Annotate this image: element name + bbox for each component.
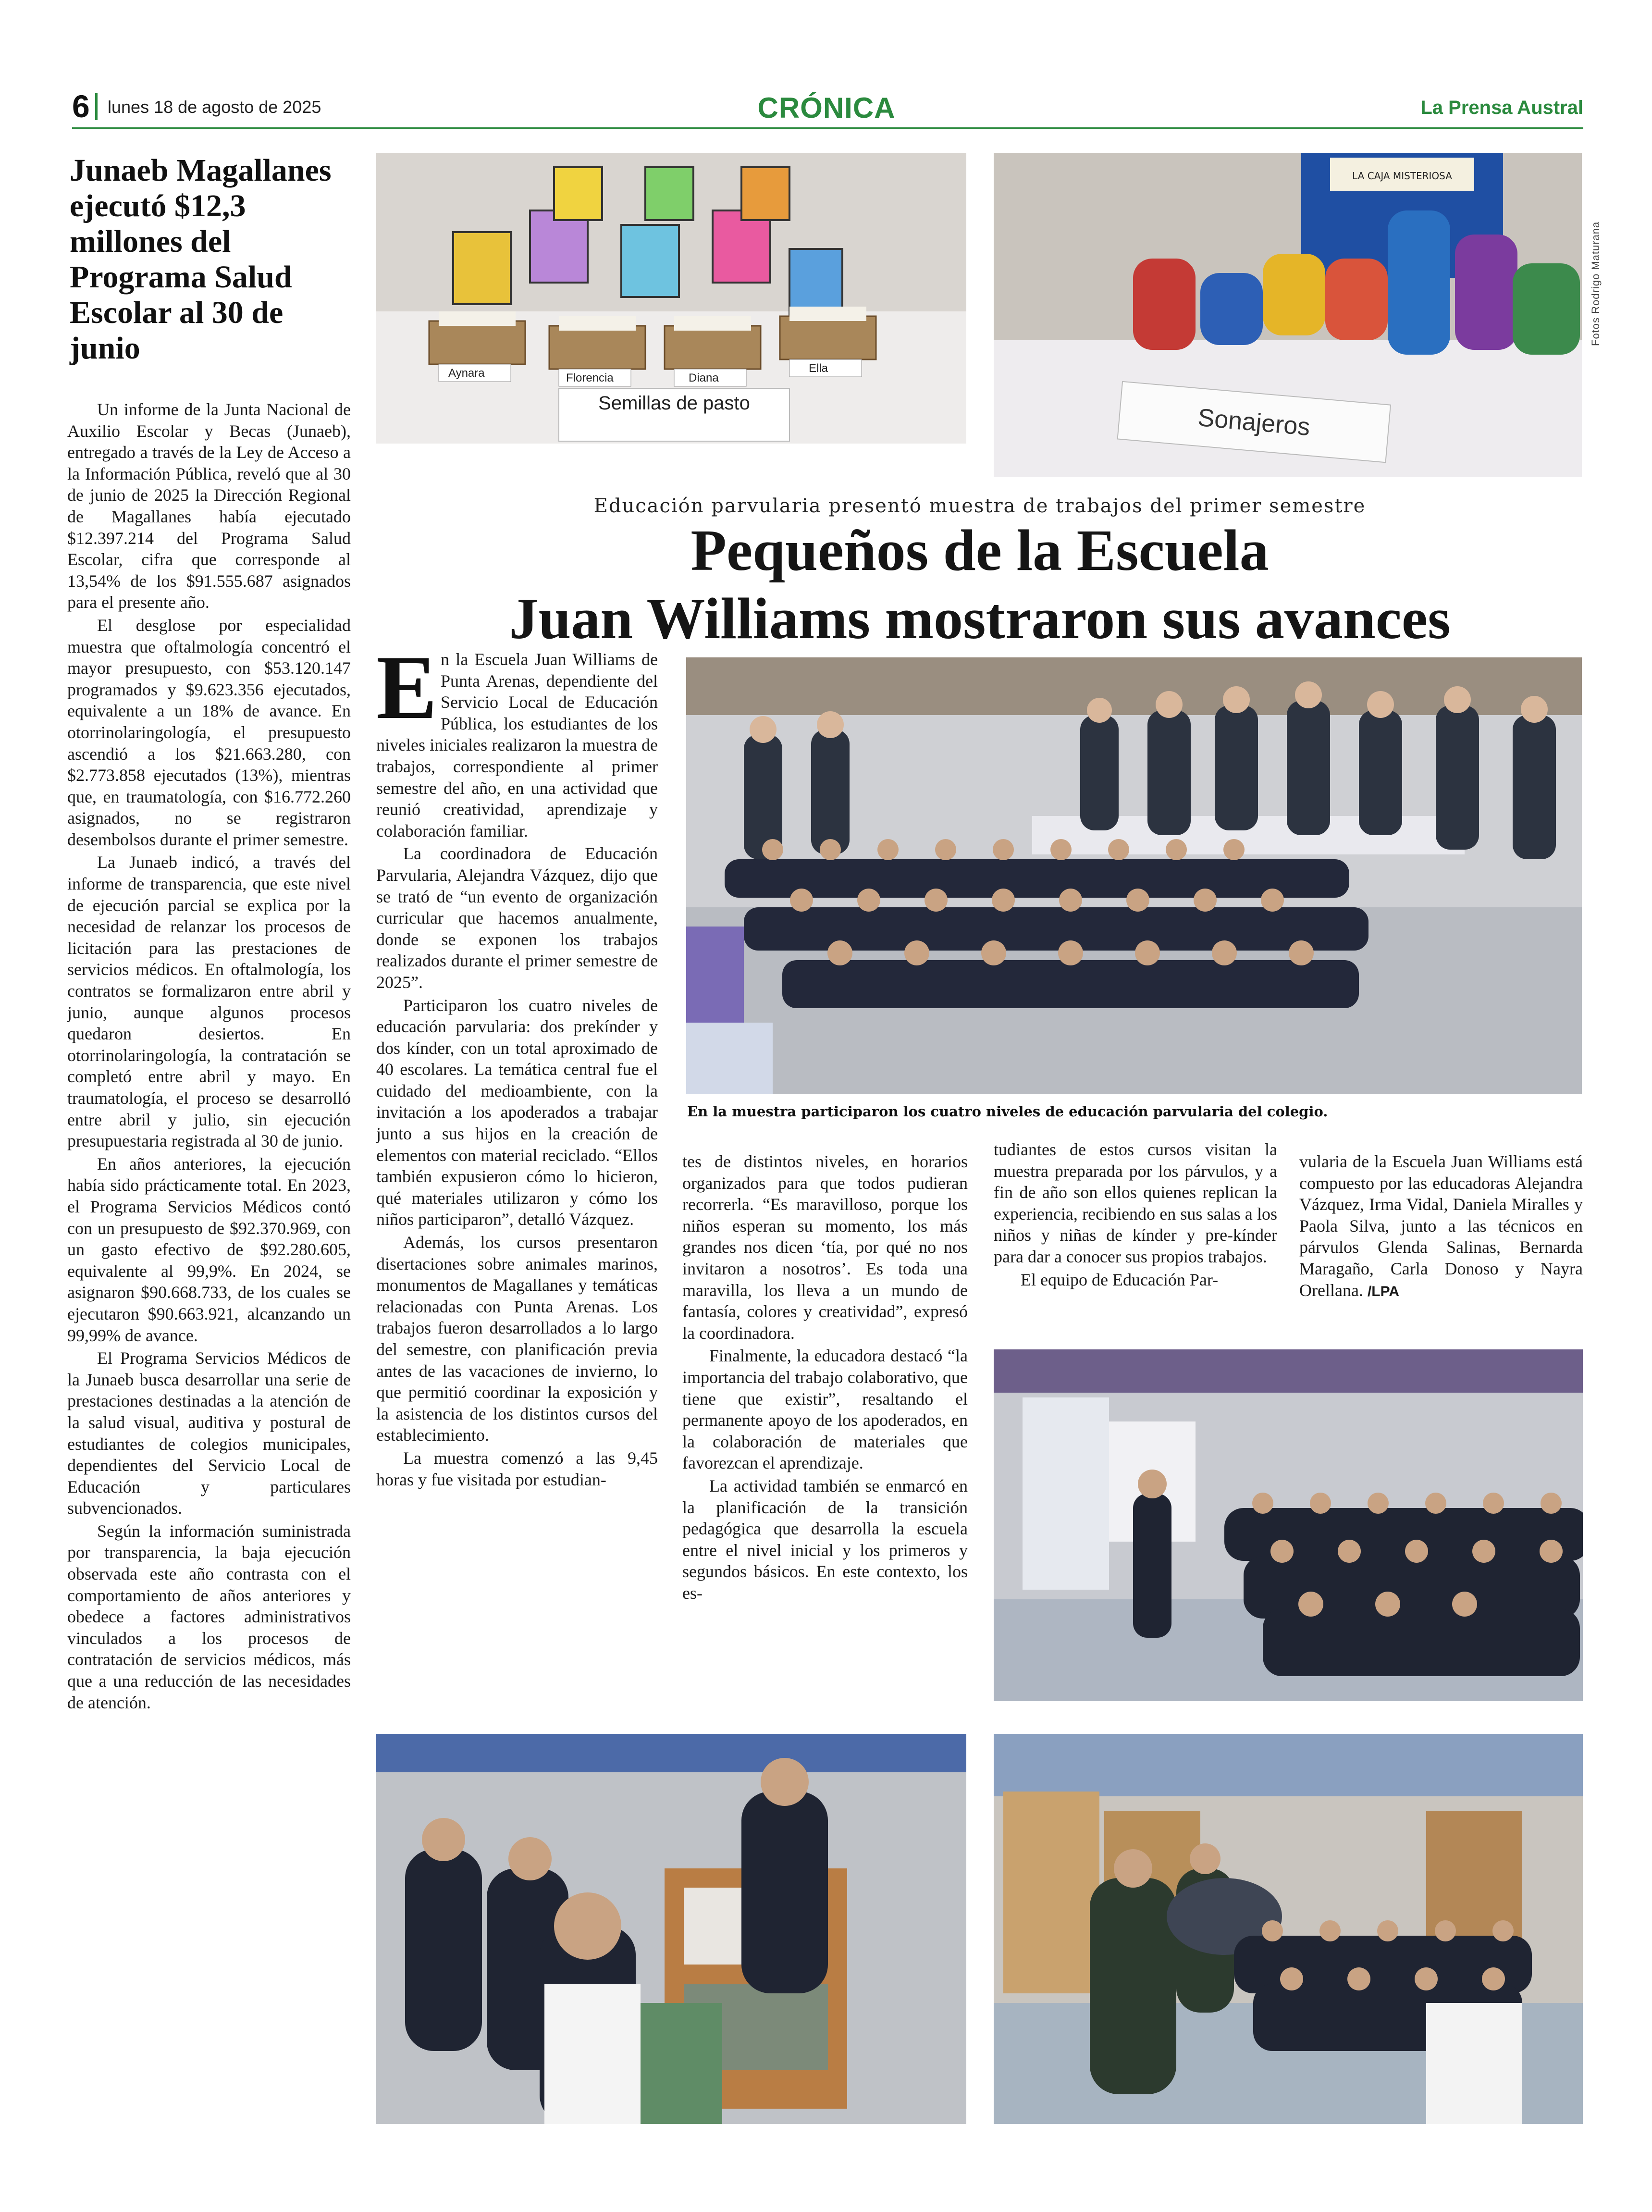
side-story-title: Junaeb Magallanes ejecutó $12,3 millones del Programa Salud Escolar al 30 de junio (70, 153, 332, 366)
article-paragraph: Finalmente, la educadora destacó “la importancia del trabajo colaborativo, que tiene que existir”, resaltando el permanente apoyo de los apoderados, en la colaboración de materiales que favorezcan el aprendizaje. (682, 1346, 968, 1473)
page-header (72, 90, 1583, 124)
article-column-1 (376, 637, 658, 1711)
article-paragraph: Participaron los cuatro niveles de educación parvularia: dos prekínder y dos kínder, con un total aproximado de 40 escolares. La temática central fue el cuidado del medioambiente, con la invitación a los apoderados a trabajar junto a sus hijos en la creación de elementos con material reciclado. “Ellos también expusieron cómo lo hicieron, qué materiales utilizaron y cómo los niños participaron”, detalló Vázquez. (376, 995, 658, 1229)
article-paragraph: tudiantes de estos cursos visitan la muestra preparada por los párvulos, y a fin de año son ellos quienes replican la experiencia, recibiendo en sus salas a los niños y niñas de kínder y pre-kínder para dar a conocer sus propios trabajos. (994, 1140, 1277, 1266)
label-aynara: Aynara (448, 367, 485, 380)
side-paragraph: El Programa Servicios Médicos de la Junaeb busca desarrollar una serie de prestaciones destinadas a la atención de la salud visual, auditiva y postural de estudiantes de colegios municipales, dependientes del Servicio Local de Educación y particulares subvencionados. (67, 1348, 351, 1518)
photo-grass-seed-crafts (376, 153, 966, 444)
sign-sonajeros: Sonajeros (1196, 403, 1311, 442)
article-paragraph: En la Escuela Juan Williams de Punta Arenas, dependiente del Servicio Local de Educación Pública, los estudiantes de los niveles iniciales realizaron la muestra de trabajos, correspondiente al primer semestre del año, en una actividad que reunió creatividad, aprendizaje y colaboración familiar. (376, 637, 658, 840)
board-text: LA CAJA MISTERIOSA (1352, 170, 1452, 182)
article-column-2 (682, 1151, 968, 1713)
side-story-body (67, 399, 351, 2124)
headline-line-2: Juan Williams mostraron sus avances (509, 586, 1451, 651)
story-kicker: Educación parvularia presentó muestra de trabajos del primer semestre (593, 495, 1366, 517)
newspaper-name: La Prensa Austral (1420, 97, 1583, 118)
issue-date: lunes 18 de agosto de 2025 (108, 97, 321, 117)
label-florencia: Florencia (566, 371, 614, 384)
article-column-3 (994, 1139, 1277, 1341)
photo-children-exhibit (376, 1734, 966, 2124)
photo-teacher-puppet (994, 1734, 1583, 2124)
label-diana: Diana (689, 371, 719, 384)
article-paragraph: Además, los cursos presentaron disertaciones sobre animales marinos, monumentos de Magallanes y temáticas relacionadas con Punta Arenas. Los trabajos fueron desarrollados a lo largo del semestre, con planificación previa antes de las vacaciones de invierno, lo que permitió coordinar la exposición y la asistencia de los distintos cursos del establecimiento. (376, 1233, 658, 1445)
photo-child-presenting (994, 1349, 1583, 1701)
section-name: CRÓNICA (757, 92, 896, 124)
article-paragraph: vularia de la Escuela Juan Williams está compuesto por las educadoras Alejandra Vázquez, Irma Vidal, Daniela Miralles y Paola Silva, junto a las técnicos en párvulos Glenda Salinas, Bernarda Maragaño, Carla Donoso y Nayra Orellana. /LPA (1299, 1152, 1583, 1300)
article-paragraph: La coordinadora de Educación Parvularia, Alejandra Vázquez, dijo que se trató de “un evento de organización curricular que hacemos anualmente, donde se exponen los trabajos realizados durante el primer semestre de 2025”. (376, 844, 658, 992)
side-paragraph: El desglose por especialidad muestra que oftalmología concentró el mayor presupuesto, con $53.120.147 programados y $9.623.356 ejecutados, equivalente a un 18% de avance. En otorrinolaringología, el presupuesto ascendió a los $21.663.280, con $2.773.858 ejecutados (13%), mientras que, en traumatología, con $16.772.260 asignados, no se registraron desembolsos durante el primer semestre. (67, 615, 351, 849)
article-column-4 (1299, 1151, 1583, 1343)
author-signature: /LPA (1367, 1283, 1400, 1299)
photo-credit: Fotos Rodrigo Maturana (1590, 221, 1602, 346)
story-headline (376, 517, 1583, 653)
side-paragraph: Según la información suministrada por transparencia, la baja ejecución observada este año contrasta con el comportamiento de años anteriores y obedece a factores administrativos vinculados a los procesos de contratación de servicios médicos, más que a una reducción de las necesidades de atención. (67, 1521, 351, 1712)
drop-cap: E (376, 637, 437, 738)
photo-caption: En la muestra participaron los cuatro niveles de educación parvularia del colegio. (687, 1103, 1328, 1120)
article-paragraph: La actividad también se enmarcó en la planificación de la transición pedagógica que desarrolla la escuela entre el nivel inicial y los primeros y segundos básicos. En este contexto, los es- (682, 1476, 968, 1603)
header-divider (95, 93, 98, 120)
side-paragraph: La Junaeb indicó, a través del informe de transparencia, que este nivel de ejecución parcial se explica por la necesidad de relanzar los procesos de licitación para las prestaciones de servicios médicos. En oftalmología, los contratos se formalizaron entre abril y junio, aunque algunos procesos quedaron desiertos. En otorrinolaringología, la contratación se completó entre abril y mayo. En traumatología, el proceso se desarrolló entre abril y julio, sin ejecución presupuestaria registrada al 30 de junio. (67, 853, 351, 1151)
headline-line-1: Pequeños de la Escuela (690, 518, 1269, 583)
article-paragraph: El equipo de Educación Par- (1021, 1270, 1219, 1289)
side-paragraph: Un informe de la Junta Nacional de Auxilio Escolar y Becas (Junaeb), entregado a través de la Ley de Acceso a la Información Pública, reveló que al 30 de junio de 2025 la Dirección Regional de Magallanes había ejecutado $12.397.214 del Programa Salud Escolar, cifra que corresponde al 13,54% de los $91.555.687 asignados para el presente año. (67, 400, 351, 612)
sign-semillas: Semillas de pasto (598, 393, 750, 414)
side-paragraph: En años anteriores, la ejecución había sido prácticamente total. En 2023, el Programa Servicios Médicos contó con un presupuesto de $92.370.969, con un gasto efectivo de $92.280.605, equivalente al 99,9%. En 2024, se asignaron $90.668.733, de los cuales se ejecutaron $90.663.921, alcanzando un 99,99% de avance. (67, 1154, 351, 1345)
photo-group-children (686, 657, 1582, 1094)
header-rule (72, 127, 1583, 129)
page-number: 6 (72, 88, 90, 124)
article-paragraph: La muestra comenzó a las 9,45 horas y fue visitada por estudian- (376, 1448, 658, 1489)
label-ella: Ella (809, 362, 828, 375)
photo-rattles (994, 153, 1582, 477)
article-paragraph: tes de distintos niveles, en horarios organizados para que todos pudieran recorrerla. “Es maravilloso, porque los niños esperan su momento, los más grandes nos dicen ‘tía, por qué no nos invitaron a nosotros’. Es toda una maravilla, los lleva a un mundo de fantasía, colores y creatividad”, expresó la coordinadora. (682, 1152, 968, 1343)
